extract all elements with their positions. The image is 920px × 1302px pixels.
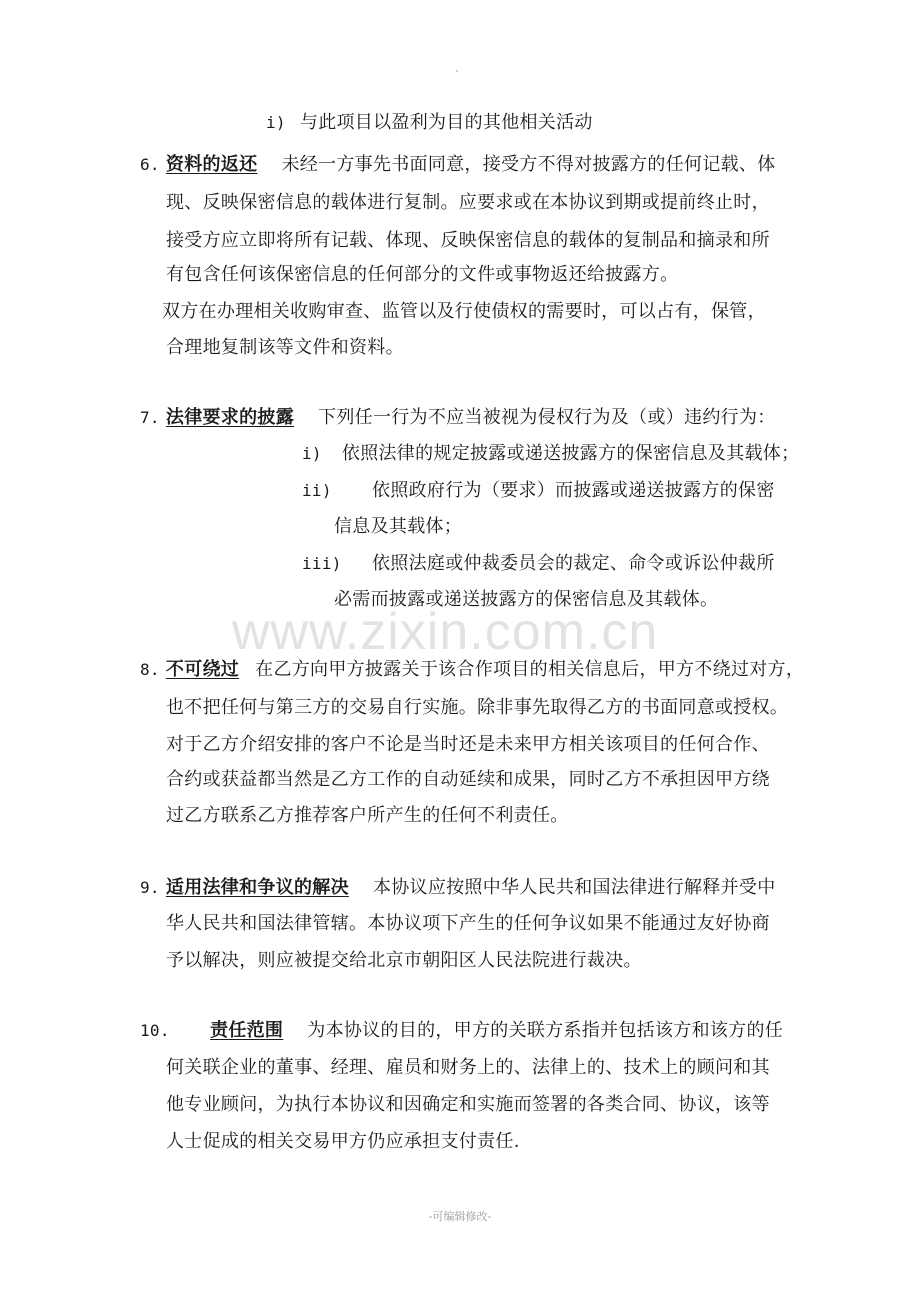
clause6-line: 现、反映保密信息的载体进行复制。应要求或在本协议到期或提前终止时， [166,192,770,213]
item-text: 依照法律的规定披露或递送披露方的保密信息及其载体； [341,443,800,464]
clause6-line: 有包含任何该保密信息的任何部分的文件或事物返还给披露方。 [166,264,679,285]
page-footer: -可编辑修改- [428,1210,492,1223]
clause-number: 9. [140,878,160,897]
clause7-item-iii [302,551,775,577]
item-text: 依照政府行为（要求）而披露或递送披露方的保密 [372,480,775,501]
clause-heading: 法律要求的披露 [165,407,295,428]
clause6-line: 双方在办理相关收购审查、监管以及行使债权的需要时，可以占有，保管， [162,301,766,322]
item-marker: i) [266,113,286,132]
item-marker: iii) [302,554,342,573]
clause6-first-line [140,152,776,178]
clause-heading: 不可绕过 [165,659,240,680]
clause7-item-i [302,441,799,467]
clause5-item-i [266,110,593,136]
clause8-first-line [140,657,804,683]
clause-heading: 资料的返还 [165,154,258,175]
item-text: 与此项目以盈利为目的其他相关活动 [299,112,593,133]
clause9-first-line [140,875,776,901]
clause-heading: 责任范围 [210,1020,284,1041]
clause8-line: 过乙方联系乙方推荐客户所产生的任何不利责任。 [166,805,569,826]
watermark: www.zixin.com.cn [232,603,659,661]
clause-text: 在乙方向甲方披露关于该合作项目的相关信息后，甲方不绕过对方， [255,659,805,680]
clause6-line: 接受方应立即将所有记载、体现、反映保密信息的载体的复制品和摘录和所 [166,230,770,251]
clause8-line: 对于乙方介绍安排的客户不论是当时还是未来甲方相关该项目的任何合作、 [166,734,770,755]
clause7-item-iii-continuation: 必需而披露或递送披露方的保密信息及其载体。 [334,589,719,610]
clause-heading: 适用法律和争议的解决 [165,877,349,898]
clause8-line: 合约或获益都当然是乙方工作的自动延续和成果，同时乙方不承担因甲方绕 [166,769,770,790]
clause10-line: 何关联企业的董事、经理、雇员和财务上的、法律上的、技术上的顾问和其 [166,1057,770,1078]
clause8-line: 也不把任何与第三方的交易自行实施。除非事先取得乙方的书面同意或授权。 [166,697,789,718]
clause10-first-line [140,1018,783,1044]
clause-number: 6. [140,155,160,174]
clause-number: 8. [140,660,160,679]
clause7-item-ii-continuation: 信息及其载体； [334,516,463,537]
clause-text: 为本协议的目的，甲方的关联方系指并包括该方和该方的任 [307,1020,784,1041]
clause9-line: 予以解决，则应被提交给北京市朝阳区人民法院进行裁决。 [166,950,642,971]
clause-text: 下列任一行为不应当被视为侵权行为及（或）违约行为： [318,407,776,428]
item-marker: ii) [302,481,332,500]
clause-text: 未经一方事先书面同意，接受方不得对披露方的任何记载、体 [281,154,776,175]
clause-number: 7. [140,408,160,427]
clause-number: 10. [140,1021,170,1040]
item-text: 依照法庭或仲裁委员会的裁定、命令或诉讼仲裁所 [372,553,775,574]
scan-dot [456,70,458,72]
clause10-line: 他专业顾问，为执行本协议和因确定和实施而签署的各类合同、协议，该等 [166,1094,770,1115]
clause-text: 本协议应按照中华人民共和国法律进行解释并受中 [372,877,776,898]
clause10-line: 人士促成的相关交易甲方仍应承担支付责任. [166,1131,520,1152]
clause9-line: 华人民共和国法律管辖。本协议项下产生的任何争议如果不能通过友好协商 [166,913,770,934]
clause7-first-line [140,405,776,431]
clause6-line: 合理地复制该等文件和资料。 [166,337,404,358]
clause7-item-ii [302,478,775,504]
item-marker: i) [302,444,322,463]
